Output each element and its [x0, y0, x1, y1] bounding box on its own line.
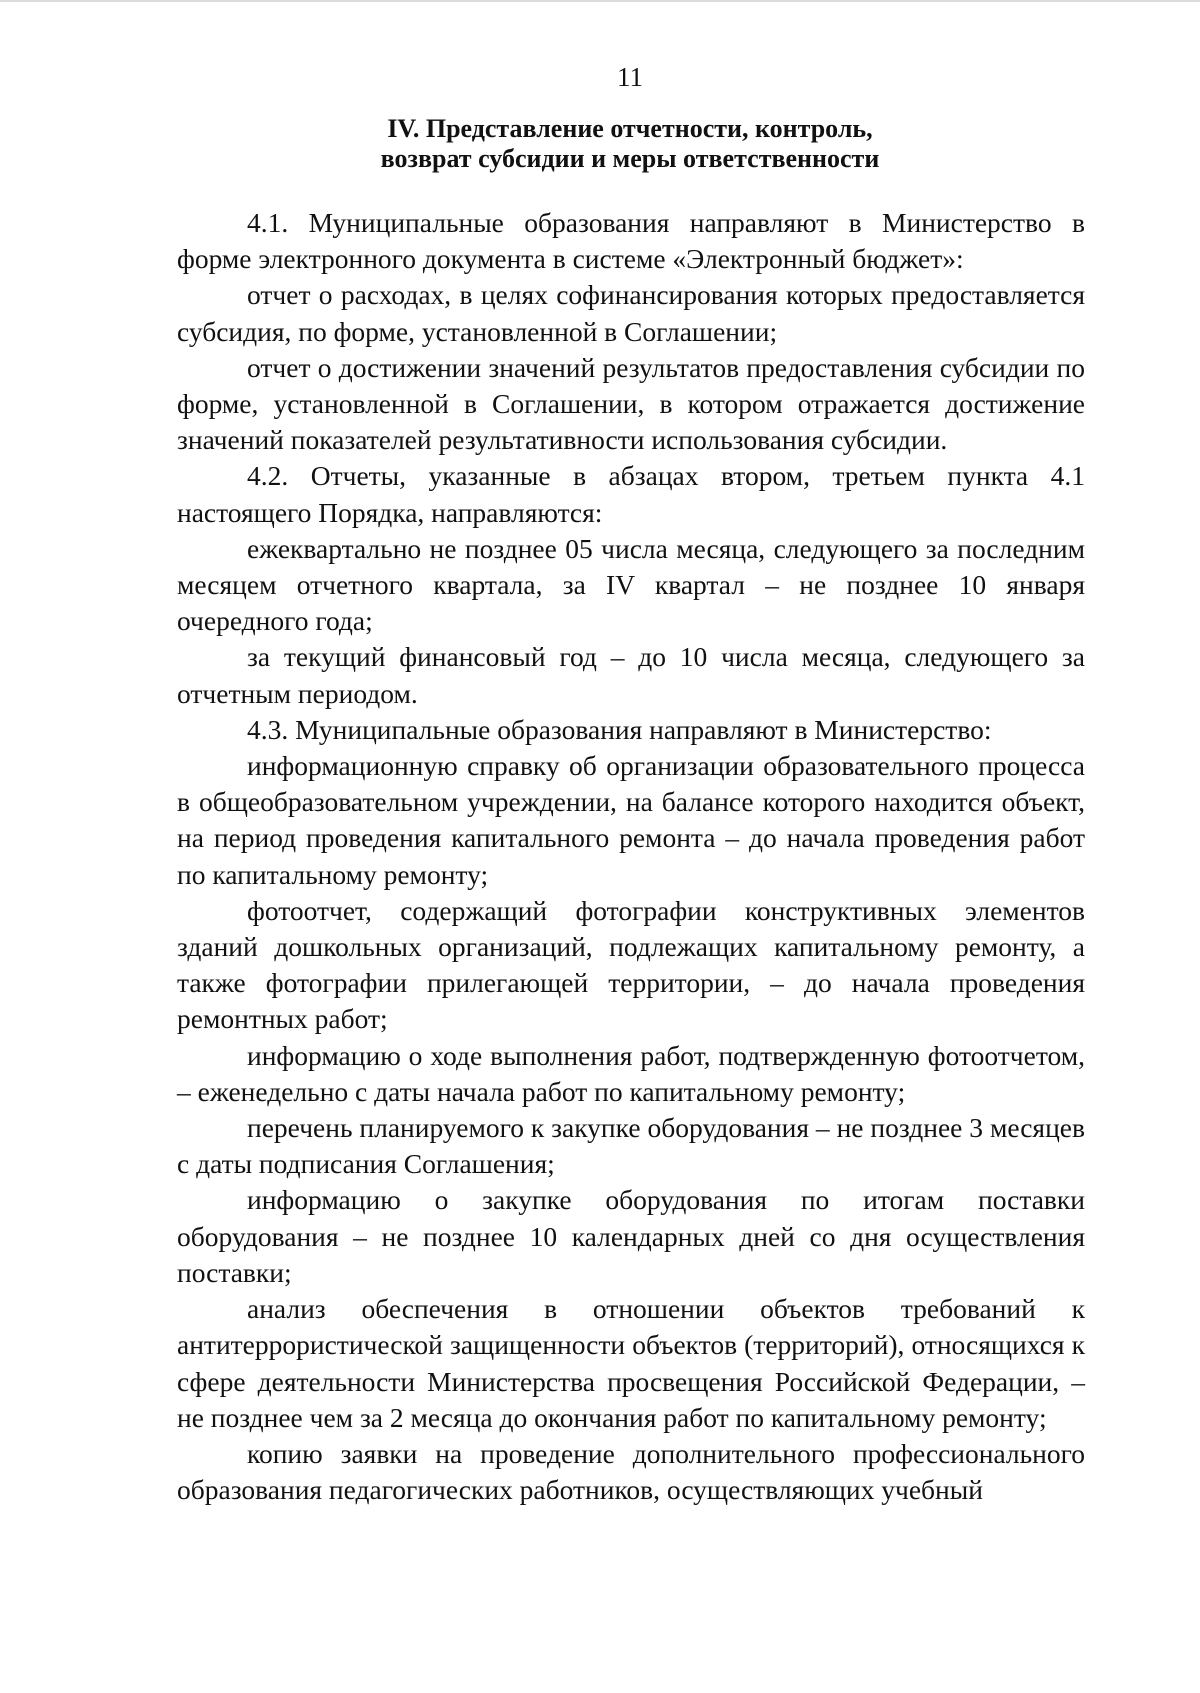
page-number: 11 [617, 62, 643, 92]
paragraph-equipment-list: перечень планируемого к закупке оборудования – не позднее 3 месяцев с даты подписания Соглашения; [177, 1112, 1085, 1180]
section-title [330, 114, 930, 174]
paragraph-info-note: информационную справку об организации образовательного процесса в общеобразовательном учреждении, на балансе которого находится объект, на период проведения капитального ремонта – до начала проведения работ по капитальному ремонту; [177, 750, 1085, 890]
paragraph-training-application: копию заявки на проведение дополнительного профессионального образования педагогических работников, осуществляющих учебный [177, 1437, 1085, 1506]
paragraph-quarterly: ежеквартально не позднее 05 числа месяца, следующего за последним месяцем отчетного квартала, за IV квартал – не позднее 10 января очередного года; [177, 532, 1085, 637]
paragraph-expense-report: отчет о расходах, в целях софинансирования которых предоставляется субсидия, по форме, установленной в Соглашении; [177, 279, 1085, 347]
paragraph-photo-report: фотоотчет, содержащий фотографии конструктивных элементов зданий дошкольных организаций, подлежащих капитальному ремонту, а также фотографии прилегающей территории, – до начала проведения ремонтных работ; [177, 894, 1085, 1035]
paragraph-equipment-purchase: информацию о закупке оборудования по итогам поставки оборудования – не позднее 10 календарных дней со дня осуществления поставки; [177, 1184, 1085, 1288]
paragraph-4-3: 4.3. Муниципальные образования направляют в Министерство: [247, 713, 992, 745]
paragraph-4-2: 4.2. Отчеты, указанные в абзацах втором, третьем пункта 4.1 настоящего Порядка, направляются: [177, 460, 1085, 528]
section-title-line-1: IV. Представление отчетности, контроль, [387, 114, 873, 143]
paragraph-4-1: 4.1. Муниципальные образования направляют в Министерство в форме электронного документа в системе «Электронный бюджет»: [177, 207, 1085, 275]
document-body [177, 205, 1085, 1508]
paragraph-results-report: отчет о достижении значений результатов предоставления субсидии по форме, установленной в Соглашении, в котором отражается достижение значений показателей результативности использования субсидии. [177, 351, 1085, 456]
section-title-line-2: возврат субсидии и меры ответственности [380, 144, 880, 173]
paragraph-annual: за текущий финансовый год – до 10 числа месяца, следующего за отчетным периодом. [177, 641, 1085, 709]
paragraph-antiterror-analysis: анализ обеспечения в отношении объектов требований к антитеррористической защищенности объектов (территорий), относящихся к сфере деятельности Министерства просвещения Российской Федерации, – не позднее чем за 2 месяца до окончания работ по капитальному ремонту; [177, 1293, 1085, 1433]
paragraph-progress-info: информацию о ходе выполнения работ, подтвержденную фотоотчетом, – еженедельно с даты начала работ по капитальному ремонту; [177, 1039, 1085, 1107]
